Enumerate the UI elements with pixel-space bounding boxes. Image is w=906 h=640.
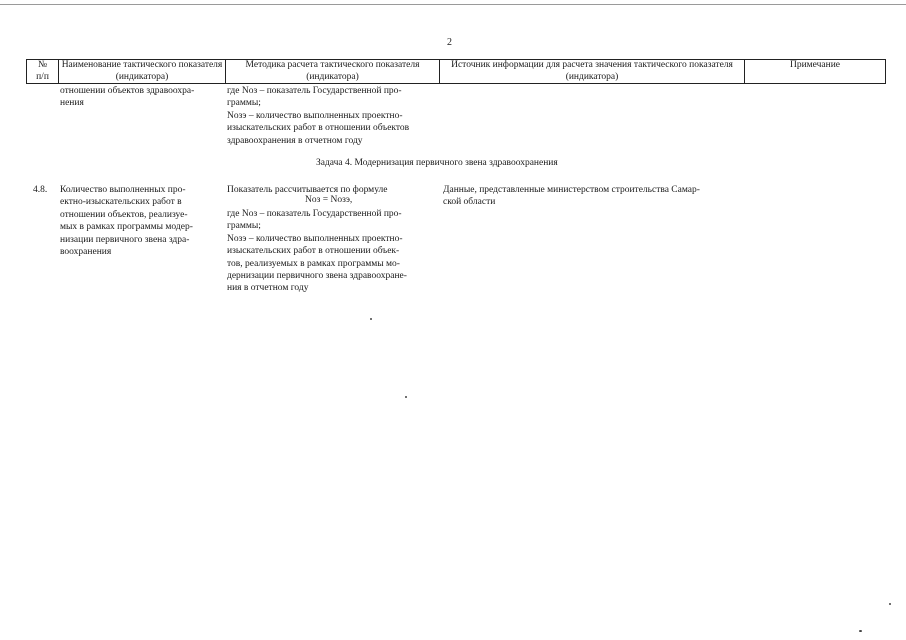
header-indicator-name: Наименование тактического показателя (индикатора) [59, 60, 226, 84]
table-header [26, 59, 886, 84]
page-number: 2 [447, 37, 452, 48]
continued-method-text: где Nоз – показатель Государственной про- граммы; Nозэ – количество выполненных проектно- изыскательских работ в отношении объектов здравоохранения в отчетном году [227, 86, 410, 146]
header-calculation-method: Методика расчета тактического показателя (индикатора) [226, 60, 440, 84]
scan-speck [405, 396, 407, 398]
row-number: 4.8. [33, 185, 48, 195]
row-information-source: Данные, представленные министерством строительства Самар- ской области [443, 185, 700, 208]
scan-border-line [0, 4, 906, 5]
header-information-source: Источник информации для расчета значения тактического показателя (индикатора) [440, 60, 745, 84]
scan-speck [370, 318, 372, 320]
continued-indicator-name: отношении объектов здравоохра- нения [60, 86, 195, 109]
row-method-text: где Nоз – показатель Государственной про- граммы; Nозэ – количество выполненных проектно- изыскательских работ в отношении объек- тов, реализуемых в рамках программы мо- дернизации первичного звена здравоохране- ния в отчетном году [227, 209, 407, 294]
row-indicator-name: Количество выполненных про- ектно-изыскательских работ в отношении объектов, реализуе- мых в рамках программы модер- низации первичного звена здра- воохранения [60, 185, 193, 258]
row-method-intro: Показатель рассчитывается по формуле [227, 185, 388, 195]
scan-speck [859, 630, 862, 632]
header-number: № п/п [27, 60, 59, 84]
row-formula: Nоз = Nозэ, [305, 195, 353, 205]
task-heading: Задача 4. Модернизация первичного звена здравоохранения [316, 158, 558, 168]
scan-speck [889, 603, 891, 605]
header-note: Примечание [745, 60, 886, 84]
